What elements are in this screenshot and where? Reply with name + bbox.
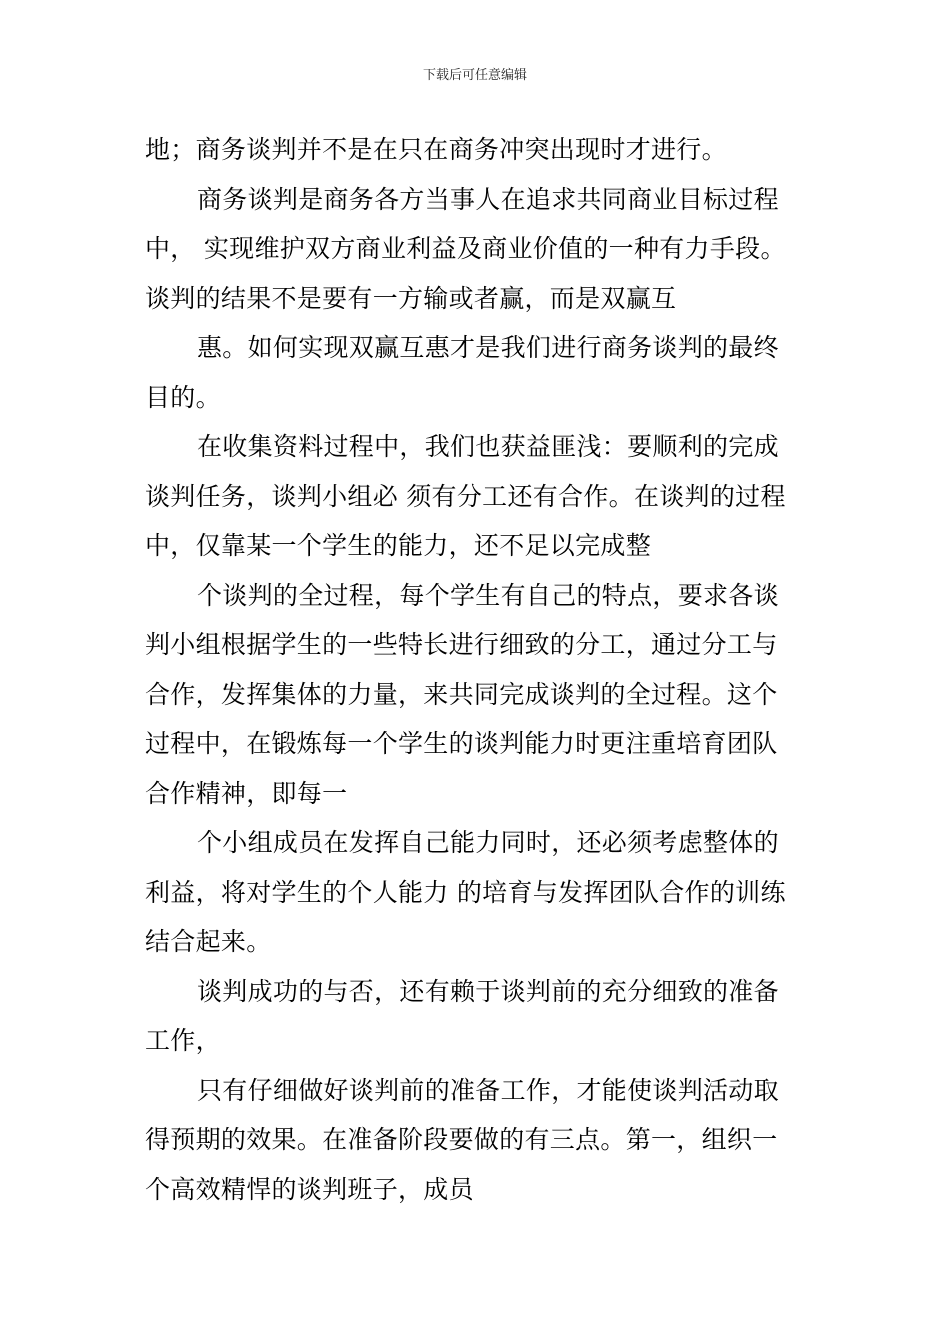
text-line: 个谈判的全过程，每个学生有自己的特点，要求各谈: [197, 580, 779, 610]
text-line: 在收集资料过程中，我们也获益匪浅：要顺利的完成: [197, 432, 779, 461]
text-line: 地；商务谈判并不是在只在商务冲突出现时才进行。: [145, 135, 727, 164]
text-line: 合作，发挥集体的力量，来共同完成谈判的全过程。这个: [145, 679, 778, 709]
text-line: 谈判任务，谈判小组必 须有分工还有合作。在谈判的过程: [145, 481, 786, 511]
text-line: 谈判成功的与否，还有赖于谈判前的充分细致的准备: [197, 976, 779, 1006]
text-line: 利益，将对学生的个人能力 的培育与发挥团队合作的训练: [145, 877, 786, 907]
text-line: 中， 实现维护双方商业利益及商业价值的一种有力手段。: [145, 234, 786, 263]
text-line: 判小组根据学生的一些特长进行细致的分工，通过分工与: [145, 630, 778, 659]
text-line: 结合起来。: [145, 927, 272, 956]
text-line: 合作精神，即每一: [145, 778, 348, 808]
text-line: 谈判的结果不是要有一方输或者赢，而是双赢互: [145, 283, 677, 313]
text-line: 过程中，在锻炼每一个学生的谈判能力时更注重培育团队: [145, 729, 778, 758]
text-line: 只有仔细做好谈判前的准备工作，才能使谈判活动取: [197, 1075, 779, 1105]
text-line: 商务谈判是商务各方当事人在追求共同商业目标过程: [197, 184, 779, 214]
text-line: 中，仅靠某一个学生的能力，还不足以完成整: [145, 531, 652, 560]
text-line: 惠。如何实现双赢互惠才是我们进行商务谈判的最终: [197, 333, 779, 362]
page-header: 下载后可任意编辑: [422, 68, 527, 83]
text-line: 目的。: [145, 382, 221, 412]
text-line: 得预期的效果。在准备阶段要做的有三点。第一，组织一: [145, 1125, 778, 1154]
text-line: 个小组成员在发挥自己能力同时，还必须考虑整体的: [197, 828, 779, 857]
text-line: 工作，: [145, 1026, 221, 1055]
document-body: [145, 130, 810, 1219]
text-line: 个高效精悍的谈判班子，成员: [145, 1174, 474, 1204]
